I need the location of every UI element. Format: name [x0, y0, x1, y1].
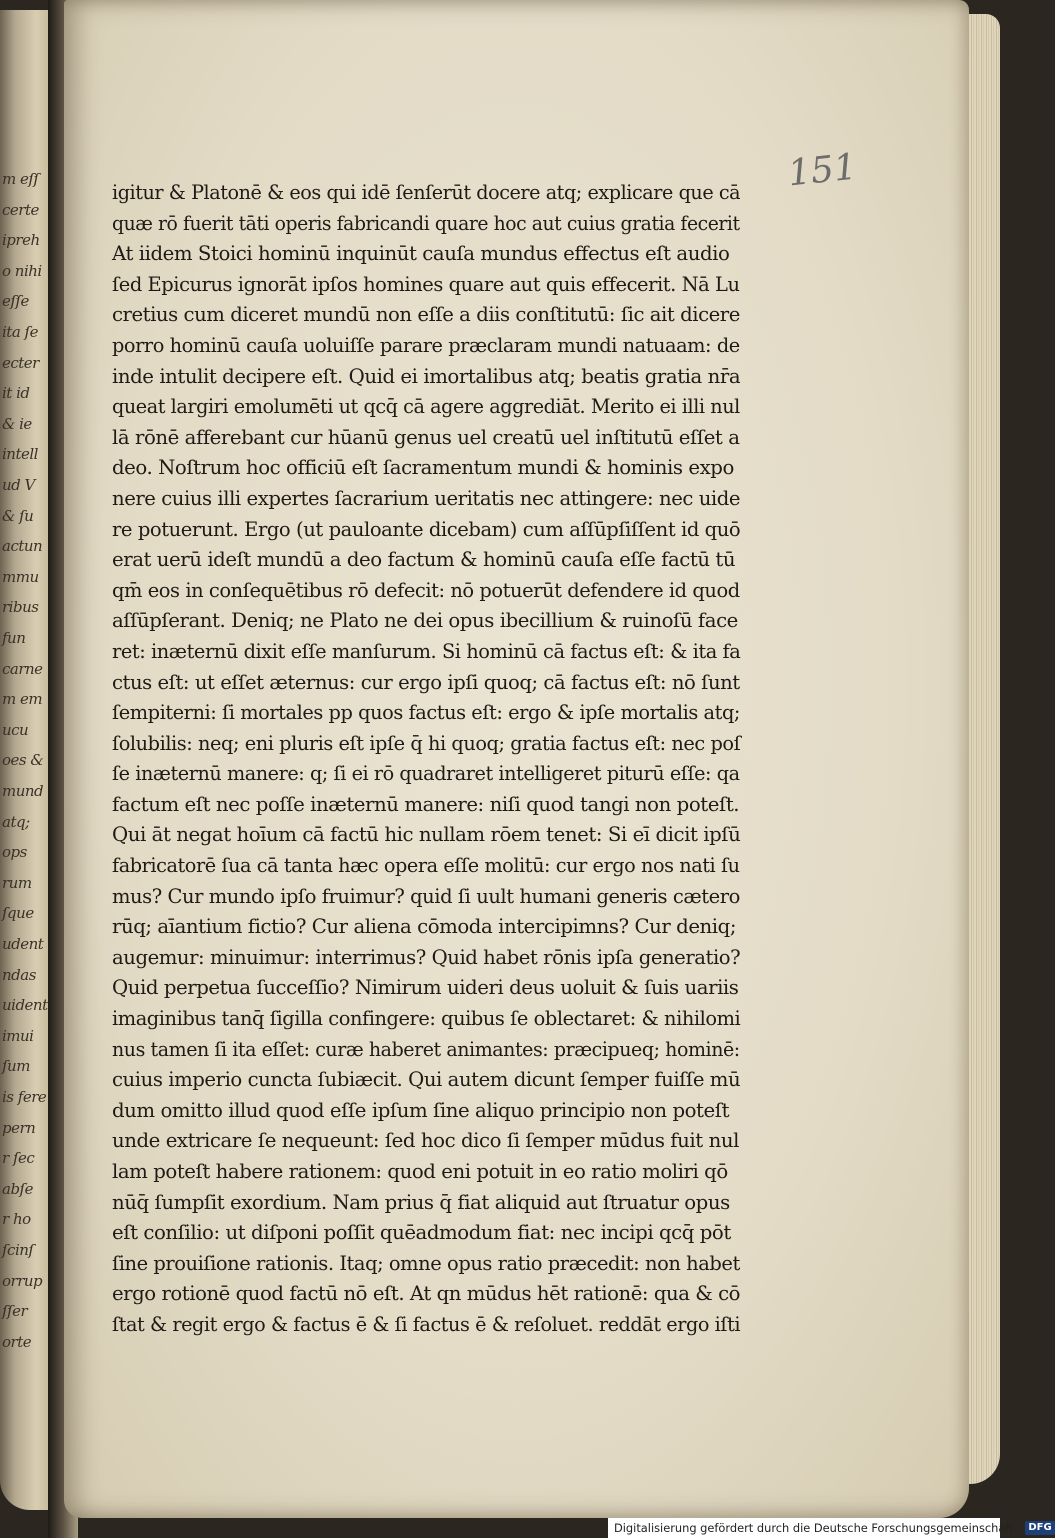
text-line: aſſūpſerant. Deniq; ne Plato ne dei opus ibecillium & ruinoſū face	[112, 609, 738, 633]
facing-page-fragment: ud V	[2, 476, 35, 494]
facing-page-fragment: ſſer	[2, 1302, 28, 1321]
text-line: nūq̄ ſumpſit exordium. Nam prius q̄ fiat aliquid aut ſtruatur opus	[112, 1190, 730, 1214]
facing-page-fragment: udent	[2, 935, 44, 953]
text-line: re potuerunt. Ergo (ut pauloante dicebam) cum aſſūpſiſſent id quō	[112, 517, 741, 541]
text-line: ret: inæternū dixit eſſe manſurum. Si hominū cā factus eſt: & ita fa	[112, 639, 741, 663]
text-block	[112, 178, 742, 1341]
facing-page-fragment: abſe	[2, 1179, 33, 1198]
facing-page-fragment: orrup	[2, 1271, 43, 1290]
facing-page-fragment: & ie	[2, 414, 32, 433]
text-line: ſe inæternū manere: q; ſi ei rō quadraret intelligeret piturū eſſe: qa	[112, 762, 740, 786]
facing-page-fragment: ſque	[2, 904, 34, 923]
facing-page-fragment: eſſe	[2, 292, 29, 311]
facing-page-fragment: it id	[2, 384, 30, 403]
facing-page-fragment: orte	[2, 1332, 32, 1351]
facing-page-fragment: actun	[2, 537, 43, 556]
credit-text: Digitalisierung gefördert durch die Deutsche Forschungsgemeinschaft -	[614, 1521, 1022, 1535]
dfg-logo: DFG	[1025, 1521, 1054, 1535]
facing-page-fragment: pern	[2, 1118, 36, 1137]
text-line: cuius imperio cuncta ſubiæcit. Qui autem dicunt ſemper fuiſſe mū	[112, 1068, 741, 1092]
facing-page-fragment: atq;	[2, 812, 30, 831]
facing-page-fragment: uident	[2, 996, 48, 1015]
facing-page-fragment: intell	[2, 445, 38, 464]
text-line: mus? Cur mundo ipſo fruimur? quid ſi uult humani generis cætero	[112, 884, 740, 908]
text-line: rūq; aīantium fictio? Cur aliena cōmoda intercipimns? Cur deniq;	[112, 915, 737, 939]
text-line: nere cuius illi expertes ſacrarium ueritatis nec attingere: nec uide	[112, 486, 740, 510]
facing-page-fragment: m em	[2, 690, 43, 709]
text-line: Qui āt negat hoīum cā factū hic nullam rōem tenet: Si eī dicit ipſū	[112, 823, 741, 847]
facing-page-fragment: ſum	[2, 1057, 30, 1076]
text-line: At iidem Stoici hominū inquinūt cauſa mundus effectus eſt audio	[112, 242, 730, 266]
text-line: ergo rotionē quod factū nō eſt. At qn mūdus hēt rationē: qua & cō	[112, 1282, 741, 1306]
text-line: factum eſt nec poſſe inæternū manere: niſi quod tangi non poteſt.	[112, 792, 740, 816]
facing-page-fragment: ndas	[2, 965, 36, 984]
text-line: nus tamen ſi ita eſſet: curæ haberet animantes: præcipueq; hominē:	[112, 1037, 740, 1061]
facing-page-fragment: mund	[2, 782, 44, 800]
facing-page-fragment: rum	[2, 873, 32, 892]
folio-number: 151	[786, 146, 859, 195]
facing-page-fragment: ribus	[2, 598, 39, 617]
facing-page-fragment: r ho	[2, 1210, 31, 1229]
text-line: ctus eſt: ut eſſet æternus: cur ergo ipſi quoq; cā factus eſt: nō ſunt	[112, 670, 740, 694]
text-line: augemur: minuimur: interrimus? Quid habet rōnis ipſa generatio?	[112, 945, 741, 969]
text-line: ſempiterni: ſi mortales pp quos factus eſt: ergo & ipſe mortalis atq;	[112, 701, 740, 725]
text-line: lā rōnē afferebant cur hūanū genus uel creatū uel inſtitutū eſſet a	[112, 425, 740, 449]
text-line: imaginibus tanq̄ ſigilla confingere: quibus ſe oblectaret: & nihilomi	[112, 1007, 741, 1031]
facing-page-fragment: ita ſe	[2, 323, 38, 341]
text-line: ſed Epicurus ignorāt ipſos homines quare aut quis effecerit. Nā Lu	[112, 272, 740, 296]
facing-page-fragment: ucu	[2, 720, 29, 739]
digitization-credit	[608, 1518, 1052, 1538]
facing-page-fragment: mmu	[2, 567, 39, 586]
text-line: ſolubilis: neq; eni pluris eſt ipſe q̄ hi quoq; gratia factus eſt: nec poſ	[112, 731, 741, 755]
facing-page-fragment: is fere	[2, 1088, 47, 1106]
facing-page-fragment: & ſu	[2, 506, 34, 525]
text-line: eſt conſilio: ut diſponi poſſit quēadmodum fiat: nec incipi qcq̄ pōt	[112, 1221, 731, 1245]
text-line: ſtat & regit ergo & factus ē & ſi factus ē & reſoluet. reddāt ergo iſti	[112, 1312, 741, 1336]
text-line: dum omitto illud quod eſſe ipſum ſine aliquo principio non poteſt	[112, 1098, 730, 1122]
text-line: unde extricare ſe nequeunt: ſed hoc dico ſi ſemper mūdus fuit nul	[112, 1129, 739, 1153]
facing-page-fragment: ecter	[2, 353, 39, 372]
facing-page-fragment: fun	[2, 629, 26, 647]
facing-page-fragment: o nihi	[2, 261, 42, 280]
text-line: porro hominū cauſa uoluiſſe parare præclaram mundi natuaam: de	[112, 333, 740, 357]
text-line: quæ rō fuerit tāti operis fabricandi quare hoc aut cuius gratia fecerit	[112, 211, 740, 235]
facing-page-fragment: imui	[2, 1026, 34, 1045]
facing-page-fragment: certe	[2, 200, 39, 219]
text-line: ſine prouiſione rationis. Itaq; omne opus ratio præcedit: non habet	[112, 1251, 740, 1275]
facing-page-fragment: ops	[2, 843, 27, 862]
text-line: igitur & Platonē & eos qui idē ſenſerūt docere atq; explicare que cā	[112, 181, 741, 204]
text-line: queat largiri emolumēti ut qcq̄ cā agere aggrediāt. Merito ei illi nul	[112, 395, 740, 419]
text-line: Quid perpetua ſucceſſio? Nimirum uideri deus uoluit & ſuis uariis	[112, 976, 739, 1000]
facing-page-fragment: oes &	[2, 751, 44, 770]
text-line: deo. Noſtrum hoc officiū eſt ſacramentum mundi & hominis expo	[112, 456, 734, 480]
text-line: erat uerū ideſt mundū a deo factum & hominū cauſa eſſe factū tū	[112, 548, 736, 572]
text-line: cretius cum diceret mundū non eſſe a diis conſtitutū: ſic ait dicere	[112, 303, 740, 327]
facing-page-fragment: ipreh	[2, 231, 40, 250]
facing-page-fragment: ſcinſ	[2, 1241, 34, 1259]
facing-page-fragment: r ſec	[2, 1149, 35, 1168]
text-line: fabricatorē ſua cā tanta hæc opera eſſe molitū: cur ergo nos nati ſu	[112, 854, 740, 878]
text-line: inde intulit decipere eſt. Quid ei imortalibus atq; beatis gratia nr̄a	[112, 364, 741, 388]
facing-page-fragment: m eſſ	[2, 170, 39, 188]
text-line: qm̄ eos in conſequētibus rō defecit: nō potuerūt defendere id quod	[112, 578, 740, 602]
facing-page-fragment: carne	[2, 659, 43, 678]
text-line: lam poteſt habere rationem: quod eni potuit in eo ratio moliri qō	[112, 1160, 728, 1183]
